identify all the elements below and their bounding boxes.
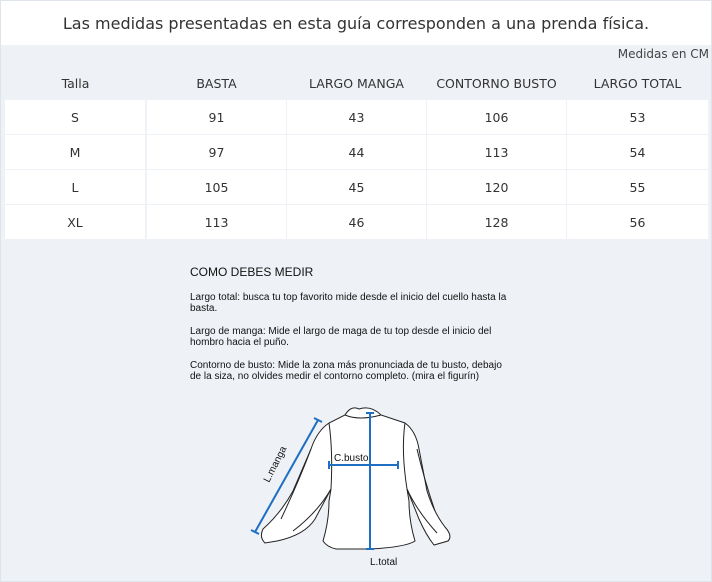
table-cell-size: S bbox=[5, 100, 145, 134]
table-cell: 120 bbox=[427, 170, 566, 204]
table-cell: 56 bbox=[567, 205, 708, 239]
guide-line: basta. bbox=[190, 303, 218, 314]
table-cell: 113 bbox=[427, 135, 566, 169]
table-cell: 128 bbox=[427, 205, 566, 239]
top-garment-outline bbox=[261, 408, 450, 549]
guide-line: Contorno de busto: Mide la zona más pronunciada de tu busto, debajo bbox=[190, 360, 502, 371]
garment-figure-diagram bbox=[241, 401, 461, 576]
column-header-basta: BASTA bbox=[196, 75, 237, 91]
guide-title: COMO DEBES MEDIR bbox=[190, 265, 314, 279]
table-cell: 54 bbox=[567, 135, 708, 169]
table-cell: 44 bbox=[287, 135, 426, 169]
table-cell: 105 bbox=[147, 170, 286, 204]
guide-line: Largo de manga: Mide el largo de maga de tu top desde el inicio del bbox=[190, 326, 492, 337]
table-cell-size: M bbox=[5, 135, 145, 169]
table-cell: 53 bbox=[567, 100, 708, 134]
units-label: Medidas en CM bbox=[617, 47, 709, 61]
table-cell: 113 bbox=[147, 205, 286, 239]
total-length-label: L.total bbox=[370, 557, 398, 568]
guide-line: hombro hacia el puño. bbox=[190, 337, 289, 348]
column-header-talla: Talla bbox=[61, 75, 90, 91]
guide-line: Largo total: busca tu top favorito mide desde el inicio del cuello hasta la bbox=[190, 292, 507, 303]
table-cell: 91 bbox=[147, 100, 286, 134]
table-cell-size: L bbox=[5, 170, 145, 204]
guide-header: Las medidas presentadas en esta guía corresponden a una prenda física. bbox=[1, 1, 711, 45]
table-cell: 97 bbox=[147, 135, 286, 169]
column-header-largo-manga: LARGO MANGA bbox=[309, 75, 404, 91]
table-cell: 45 bbox=[287, 170, 426, 204]
table-cell: 43 bbox=[287, 100, 426, 134]
table-cell: 46 bbox=[287, 205, 426, 239]
table-cell-size: XL bbox=[5, 205, 145, 239]
bust-label: C.busto bbox=[334, 453, 369, 464]
column-header-contorno-busto: CONTORNO BUSTO bbox=[436, 75, 557, 91]
column-header-largo-total: LARGO TOTAL bbox=[593, 75, 682, 91]
table-cell: 55 bbox=[567, 170, 708, 204]
table-cell: 106 bbox=[427, 100, 566, 134]
guide-line: de la siza, no olvides medir el contorno completo. (mira el figurín) bbox=[190, 371, 480, 382]
sleeve-length-label: L.manga bbox=[261, 444, 290, 485]
